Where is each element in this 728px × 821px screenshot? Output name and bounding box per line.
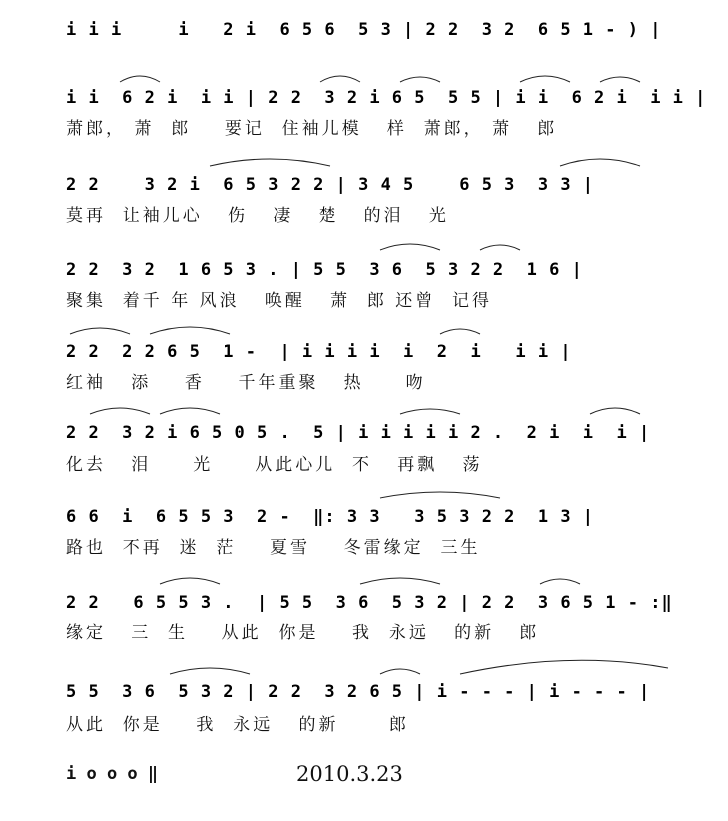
lyric-line-5: 红袖 添 香 千年重聚 热 吻 — [66, 373, 426, 393]
lyric-line-8: 缘定 三 生 从此 你是 我 永远 的新 郎 — [66, 623, 540, 643]
notation-line-7: 6 6 i 6 5 5 3 2 - ‖: 3 3 3 5 3 2 2 1 3 | — [66, 507, 595, 527]
notation-line-9: 5 5 3 6 5 3 2 | 2 2 3 2 6 5 | i - - - | i - - - | — [66, 682, 651, 702]
notation-line-2: i i 6 2 i i i | 2 2 3 2 i 6 5 5 5 | i i 6 2 i i i | — [66, 88, 707, 108]
composition-date: 2010.3.23 — [296, 762, 403, 786]
notation-line-5: 2 2 2 2 6 5 1 - | i i i i i 2 i i i | — [66, 342, 572, 362]
lyric-line-2: 萧郎， 萧 郎 要记 住袖儿模 样 萧郎， 萧 郎 — [66, 119, 558, 139]
notation-line-1: i i i i 2 i 6 5 6 5 3 | 2 2 3 2 6 5 1 - ) | — [66, 20, 662, 40]
notation-line-3: 2 2 3 2 i 6 5 3 2 2 | 3 4 5 6 5 3 3 3 | — [66, 175, 595, 195]
lyric-line-4: 聚集 着千 年 风浪 唤醒 萧 郎 还曾 记得 — [66, 291, 493, 311]
lyric-line-7: 路也 不再 迷 茫 夏雪 冬雷缘定 三生 — [66, 538, 481, 558]
lyric-line-3: 莫再 让袖儿心 伤 凄 楚 的泪 光 — [66, 206, 449, 226]
final-measure: i o o o ‖ — [66, 764, 159, 784]
notation-line-8: 2 2 6 5 5 3 . | 5 5 3 6 5 3 2 | 2 2 3 6 5 1 - :‖ — [66, 593, 673, 613]
notation-line-6: 2 2 3 2 i 6 5 0 5 . 5 | i i i i i 2 . 2 i i i | — [66, 423, 651, 443]
lyric-line-6: 化去 泪 光 从此心儿 不 再飘 荡 — [66, 455, 483, 475]
notation-line-4: 2 2 3 2 1 6 5 3 . | 5 5 3 6 5 3 2 2 1 6 | — [66, 260, 583, 280]
lyric-line-9: 从此 你是 我 永远 的新 郎 — [66, 715, 409, 735]
